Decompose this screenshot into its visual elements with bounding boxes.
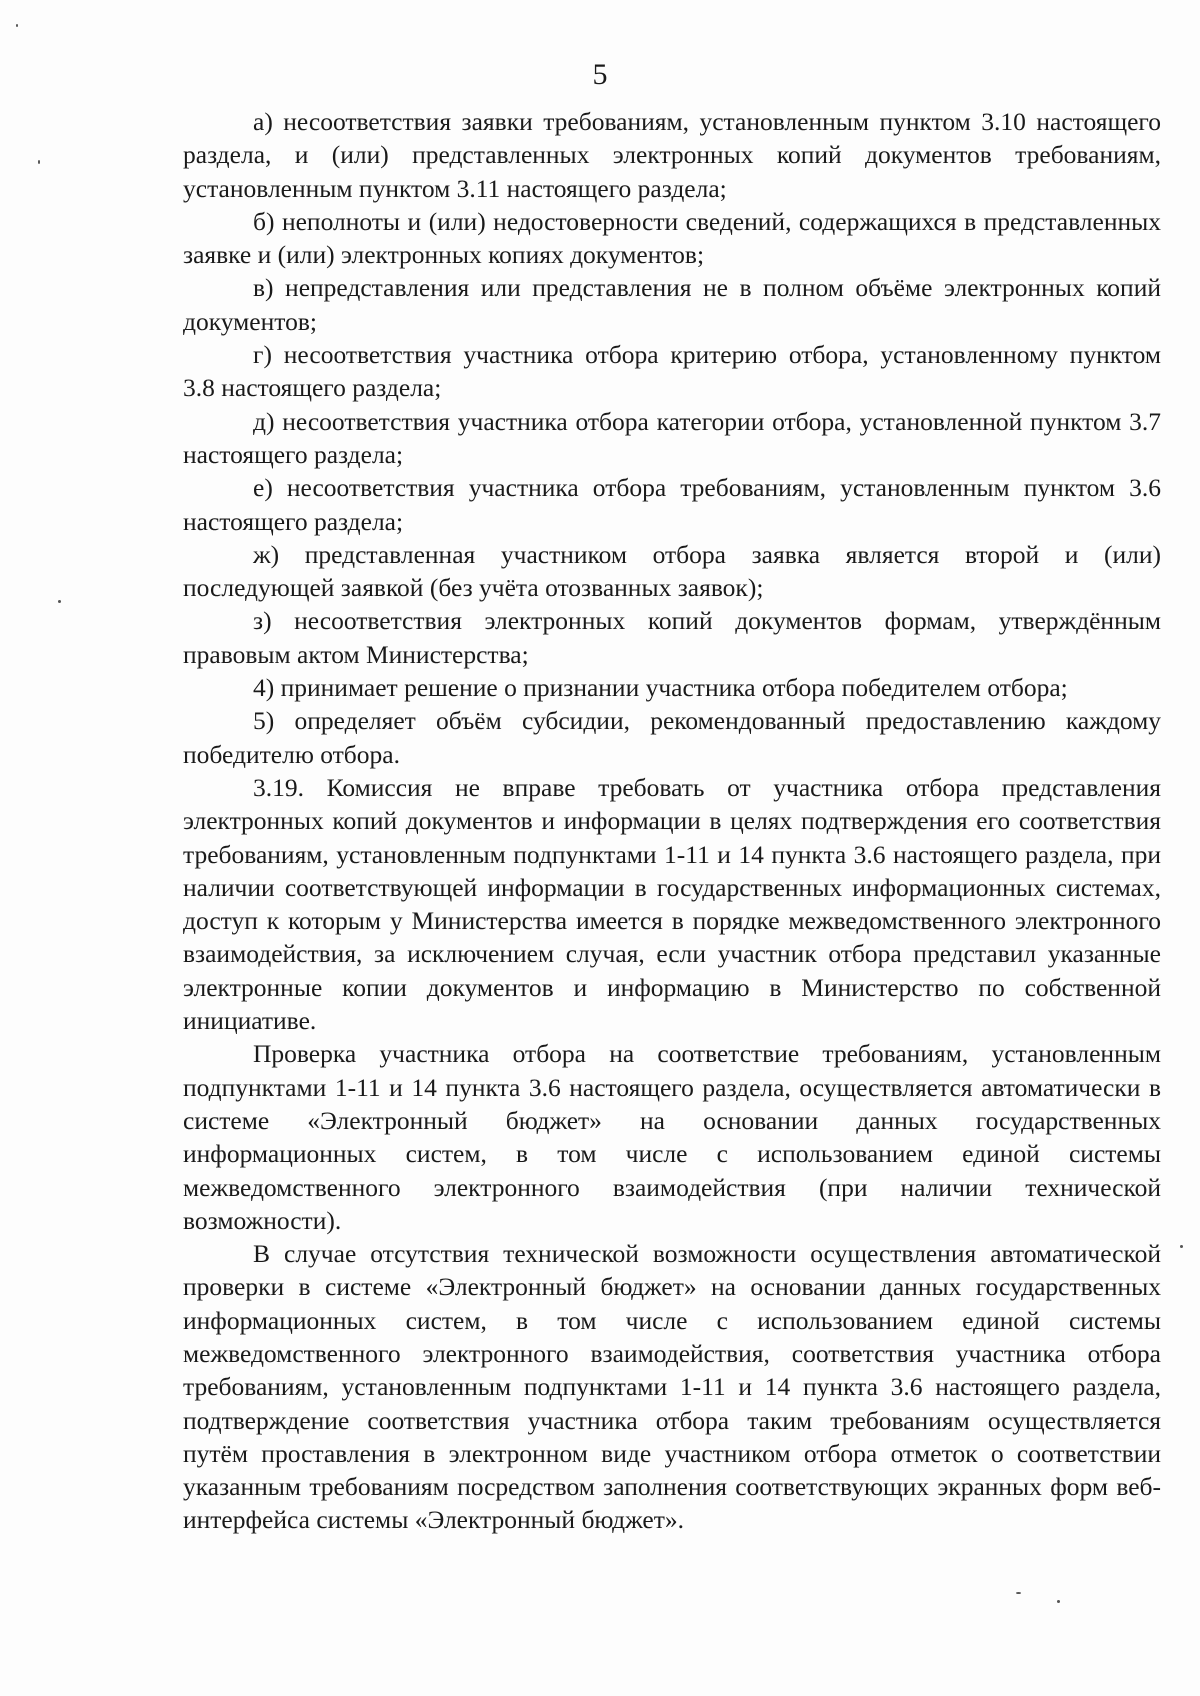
list-item-4: 4) принимает решение о признании участника отбора победителем отбора; xyxy=(253,673,1068,703)
list-item-a: а) несоответствия заявки требованиям, установленным пунктом 3.10 настоящего раздела, и (или) представленных электронных копий документов требованиям, установленным пунктом 3.11 настоящего раздела; xyxy=(183,107,1161,203)
scan-speck xyxy=(1180,1245,1183,1248)
scan-speck xyxy=(58,600,61,603)
scan-speck xyxy=(1016,1592,1021,1594)
list-item-z: з) несоответствия электронных копий документов формам, утверждённым правовым актом Министерства; xyxy=(183,606,1161,669)
paragraph-verification: Проверка участника отбора на соответствие требованиям, установленным подпунктами 1-11 и 14 пункта 3.6 настоящего раздела, осуществляется автоматически в системе «Электронный бюджет» на основании данных государственных информационных систем, в том числе с использованием единой системы межведомственного электронного взаимодействия (при наличии технической возможности). xyxy=(183,1039,1161,1235)
list-item-d: д) несоответствия участника отбора категории отбора, установленной пунктом 3.7 настоящего раздела; xyxy=(183,406,1161,469)
list-item-5: 5) определяет объём субсидии, рекомендованный предоставлению каждому победителю отбора. xyxy=(183,706,1161,769)
document-body xyxy=(183,105,1161,1537)
scan-speck xyxy=(38,160,40,164)
list-item-v: в) непредставления или представления не в полном объёме электронных копий документов; xyxy=(183,273,1161,336)
list-item-b: б) неполноты и (или) недостоверности сведений, содержащихся в представленных заявке и (или) электронных копиях документов; xyxy=(183,206,1161,270)
paragraph-no-technical-possibility: В случае отсутствия технической возможности осуществления автоматической проверки в системе «Электронный бюджет» на основании данных государственных информационных систем, в том числе с использованием единой системы межведомственного электронного взаимодействия, соответствия участника отбора требованиям, установленным подпунктами 1-11 и 14 пункта 3.6 настоящего раздела, подтверждение соответствия участника отбора таким требованиям осуществляется путём проставления в электронном виде участником отбора отметок о соответствии указанным требованиям посредством заполнения соответствующих экранных форм веб-интерфейса системы «Электронный бюджет». xyxy=(183,1239,1161,1535)
page-number: 5 xyxy=(592,58,608,91)
list-item-zh: ж) представленная участником отбора заявка является второй и (или) последующей заявкой (без учёта отозванных заявок); xyxy=(183,539,1161,603)
scan-speck xyxy=(16,24,18,27)
scan-speck xyxy=(1057,1600,1060,1603)
list-item-e: е) несоответствия участника отбора требованиям, установленным пунктом 3.6 настоящего раздела; xyxy=(183,473,1161,536)
clause-3-19: 3.19. Комиссия не вправе требовать от участника отбора представления электронных копий документов и информации в целях подтверждения его соответствия требованиям, установленным подпунктами 1-11 и 14 пункта 3.6 настоящего раздела, при наличии соответствующей информации в государственных информационных системах, доступ к которым у Министерства имеется в порядке межведомственного электронного взаимодействия, за исключением случая, если участник отбора представил указанные электронные копии документов и информацию в Министерство по собственной инициативе. xyxy=(183,772,1161,1036)
list-item-g: г) несоответствия участника отбора критерию отбора, установленному пунктом 3.8 настоящего раздела; xyxy=(183,340,1161,403)
